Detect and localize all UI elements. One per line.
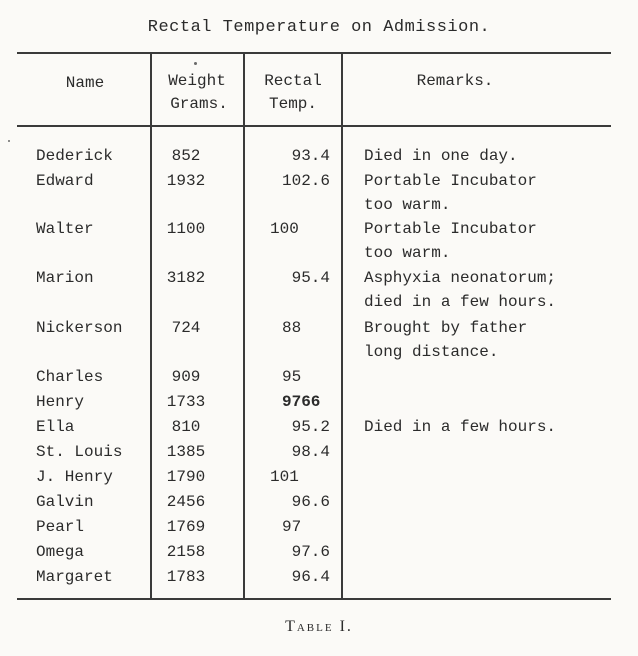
top-rule [17,52,611,54]
row-name: Galvin [36,493,94,511]
row-weight: 1100 [166,220,206,238]
scan-speck [8,140,10,142]
row-weight: 810 [171,418,201,436]
row-name: Pearl [36,518,85,536]
row-temp: 9766 [282,393,321,411]
bottom-rule [17,598,611,600]
row-name: Charles [36,368,104,386]
row-temp: 95 [282,368,302,386]
header-weight-line1: Weight [168,72,226,90]
row-weight: 1783 [166,568,206,586]
row-name: Marion [36,269,94,287]
header-remarks: Remarks. [416,72,494,90]
row-remarks: Died in a few hours. [364,418,557,436]
row-temp: 96.4 [291,568,330,586]
column-divider-name-weight [150,53,152,599]
row-weight: 1733 [166,393,206,411]
header-rule [17,125,611,127]
header-weight-line2: Grams. [170,95,228,113]
row-name: St. Louis [36,443,123,461]
row-weight: 3182 [166,269,206,287]
row-weight: 2456 [166,493,206,511]
row-weight: 852 [171,147,201,165]
row-weight: 1385 [166,443,206,461]
row-temp: 93.4 [291,147,330,165]
row-remarks: Asphyxia neonatorum; died in a few hours. [364,269,557,311]
table-caption: Table I. [285,618,353,635]
header-name: Name [65,74,105,92]
row-remarks: Portable Incubator too warm. [364,220,537,262]
row-weight: 1769 [166,518,206,536]
row-name: Walter [36,220,94,238]
row-temp: 96.6 [291,493,330,511]
row-weight: 2158 [166,543,206,561]
row-temp: 97 [282,518,302,536]
row-remarks: Portable Incubator too warm. [364,172,537,214]
row-name: Henry [36,393,85,411]
row-temp: 101 [270,468,299,486]
scan-speck [194,62,197,65]
row-temp: 102.6 [281,172,330,190]
row-temp: 98.4 [291,443,330,461]
row-remarks: Died in one day. [364,147,518,165]
header-temp-line2: Temp. [268,95,317,113]
column-divider-weight-temp [243,53,245,599]
row-weight: 909 [171,368,201,386]
row-name: Edward [36,172,94,190]
row-temp: 97.6 [291,543,330,561]
row-name: Omega [36,543,85,561]
row-temp: 88 [282,319,302,337]
header-temp-line1: Rectal [264,72,322,90]
row-weight: 724 [171,319,201,337]
row-name: Margaret [36,568,113,586]
row-temp: 95.4 [291,269,330,287]
row-weight: 1790 [166,468,206,486]
row-remarks: Brought by father long distance. [364,319,528,361]
row-name: Ella [36,418,75,436]
row-name: J. Henry [36,468,113,486]
table-title: Rectal Temperature on Admission. [147,18,491,37]
row-weight: 1932 [166,172,206,190]
row-name: Nickerson [36,319,123,337]
row-name: Dederick [36,147,113,165]
row-temp: 100 [270,220,299,238]
row-temp: 95.2 [291,418,330,436]
